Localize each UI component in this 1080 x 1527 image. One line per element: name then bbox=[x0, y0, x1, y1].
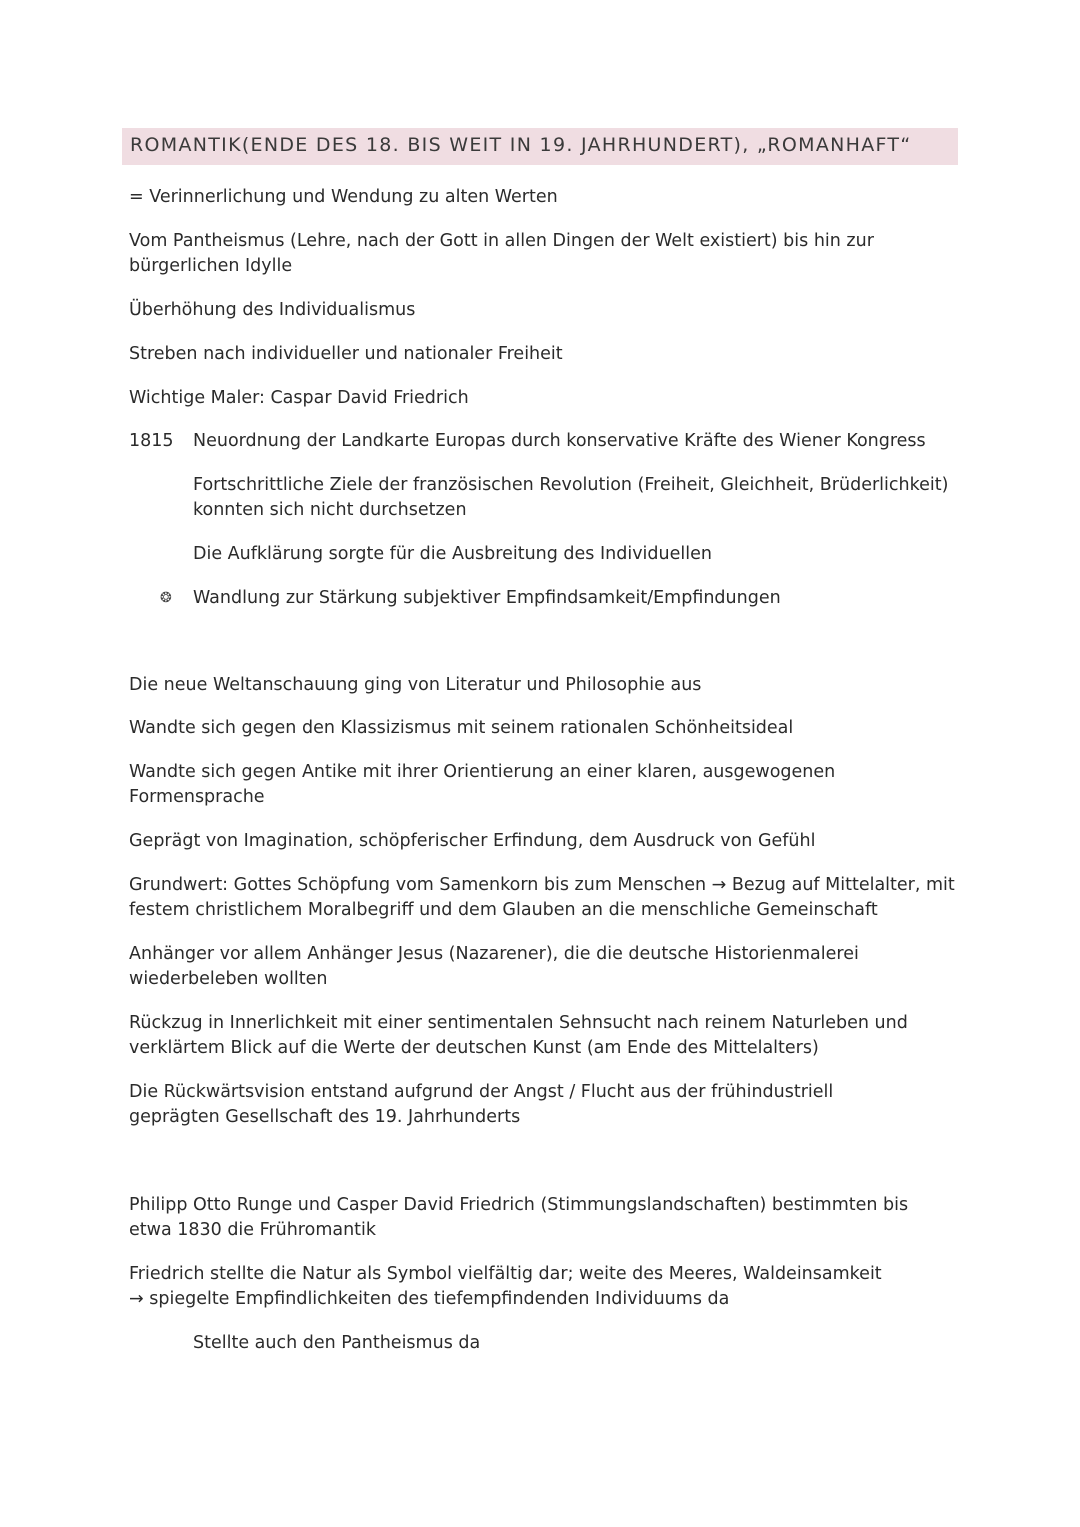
text-line: Rückzug in Innerlichkeit mit einer sentimentalen Sehnsucht nach reinem Naturleben und verklärtem Blick auf die Werte der deutschen Kunst (am Ende des Mittelalters) bbox=[129, 1013, 908, 1058]
text-line: Neuordnung der Landkarte Europas durch konservative Kräfte des Wiener Kongress bbox=[193, 431, 926, 451]
text-line: Überhöhung des Individualismus bbox=[129, 300, 416, 320]
text-line: Wichtige Maler: Caspar David Friedrich bbox=[129, 388, 469, 408]
text-line: Vom Pantheismus (Lehre, nach der Gott in allen Dingen der Welt existiert) bis hin zur bürgerlichen Idylle bbox=[129, 231, 874, 276]
text-line: Grundwert: Gottes Schöpfung vom Samenkorn bis zum Menschen → Bezug auf Mittelalter, mit festem christlichem Moralbegriff und dem Glauben an die menschliche Gemeinschaft bbox=[129, 875, 955, 920]
text-line: Philipp Otto Runge und Casper David Friedrich (Stimmungslandschaften) bestimmten bis etwa 1830 die Frühromantik bbox=[129, 1195, 909, 1240]
text-line: Anhänger vor allem Anhänger Jesus (Nazarener), die die deutsche Historienmalerei wiederbeleben wollten bbox=[129, 944, 859, 989]
text-line: Die neue Weltanschauung ging von Literatur und Philosophie aus bbox=[129, 675, 702, 695]
text-line: Wandte sich gegen Antike mit ihrer Orientierung an einer klaren, ausgewogenen Formensprache bbox=[129, 762, 836, 807]
text-line: Friedrich stellte die Natur als Symbol vielfältig dar; weite des Meeres, Waldeinsamkeit → spiegelte Empfindlichkeiten des tiefempfindenden Individuums da bbox=[129, 1264, 882, 1309]
text-line: = Verinnerlichung und Wendung zu alten Werten bbox=[129, 187, 558, 207]
text-line: Streben nach individueller und nationaler Freiheit bbox=[129, 344, 563, 364]
section-heading: ROMANTIK(ENDE DES 18. BIS WEIT IN 19. JAHRHUNDERT), „ROMANHAFT“ bbox=[122, 128, 958, 165]
text-line: Fortschrittliche Ziele der französischen Revolution (Freiheit, Gleichheit, Brüderlichkeit) konnten sich nicht durchsetzen bbox=[193, 475, 949, 520]
text-line: Stellte auch den Pantheismus da bbox=[193, 1333, 481, 1353]
year-label: 1815 bbox=[129, 431, 174, 451]
text-line: Wandte sich gegen den Klassizismus mit seinem rationalen Schönheitsideal bbox=[129, 718, 794, 738]
text-line: Die Rückwärtsvision entstand aufgrund der Angst / Flucht aus der frühindustriell geprägten Gesellschaft des 19. Jahrhunderts bbox=[129, 1082, 834, 1127]
text-line: Geprägt von Imagination, schöpferischer Erfindung, dem Ausdruck von Gefühl bbox=[129, 831, 816, 851]
text-line: Die Aufklärung sorgte für die Ausbreitung des Individuellen bbox=[193, 544, 712, 564]
text-line: Wandlung zur Stärkung subjektiver Empfindsamkeit/Empfindungen bbox=[193, 588, 781, 608]
bullet-icon: ❂ bbox=[160, 590, 172, 606]
